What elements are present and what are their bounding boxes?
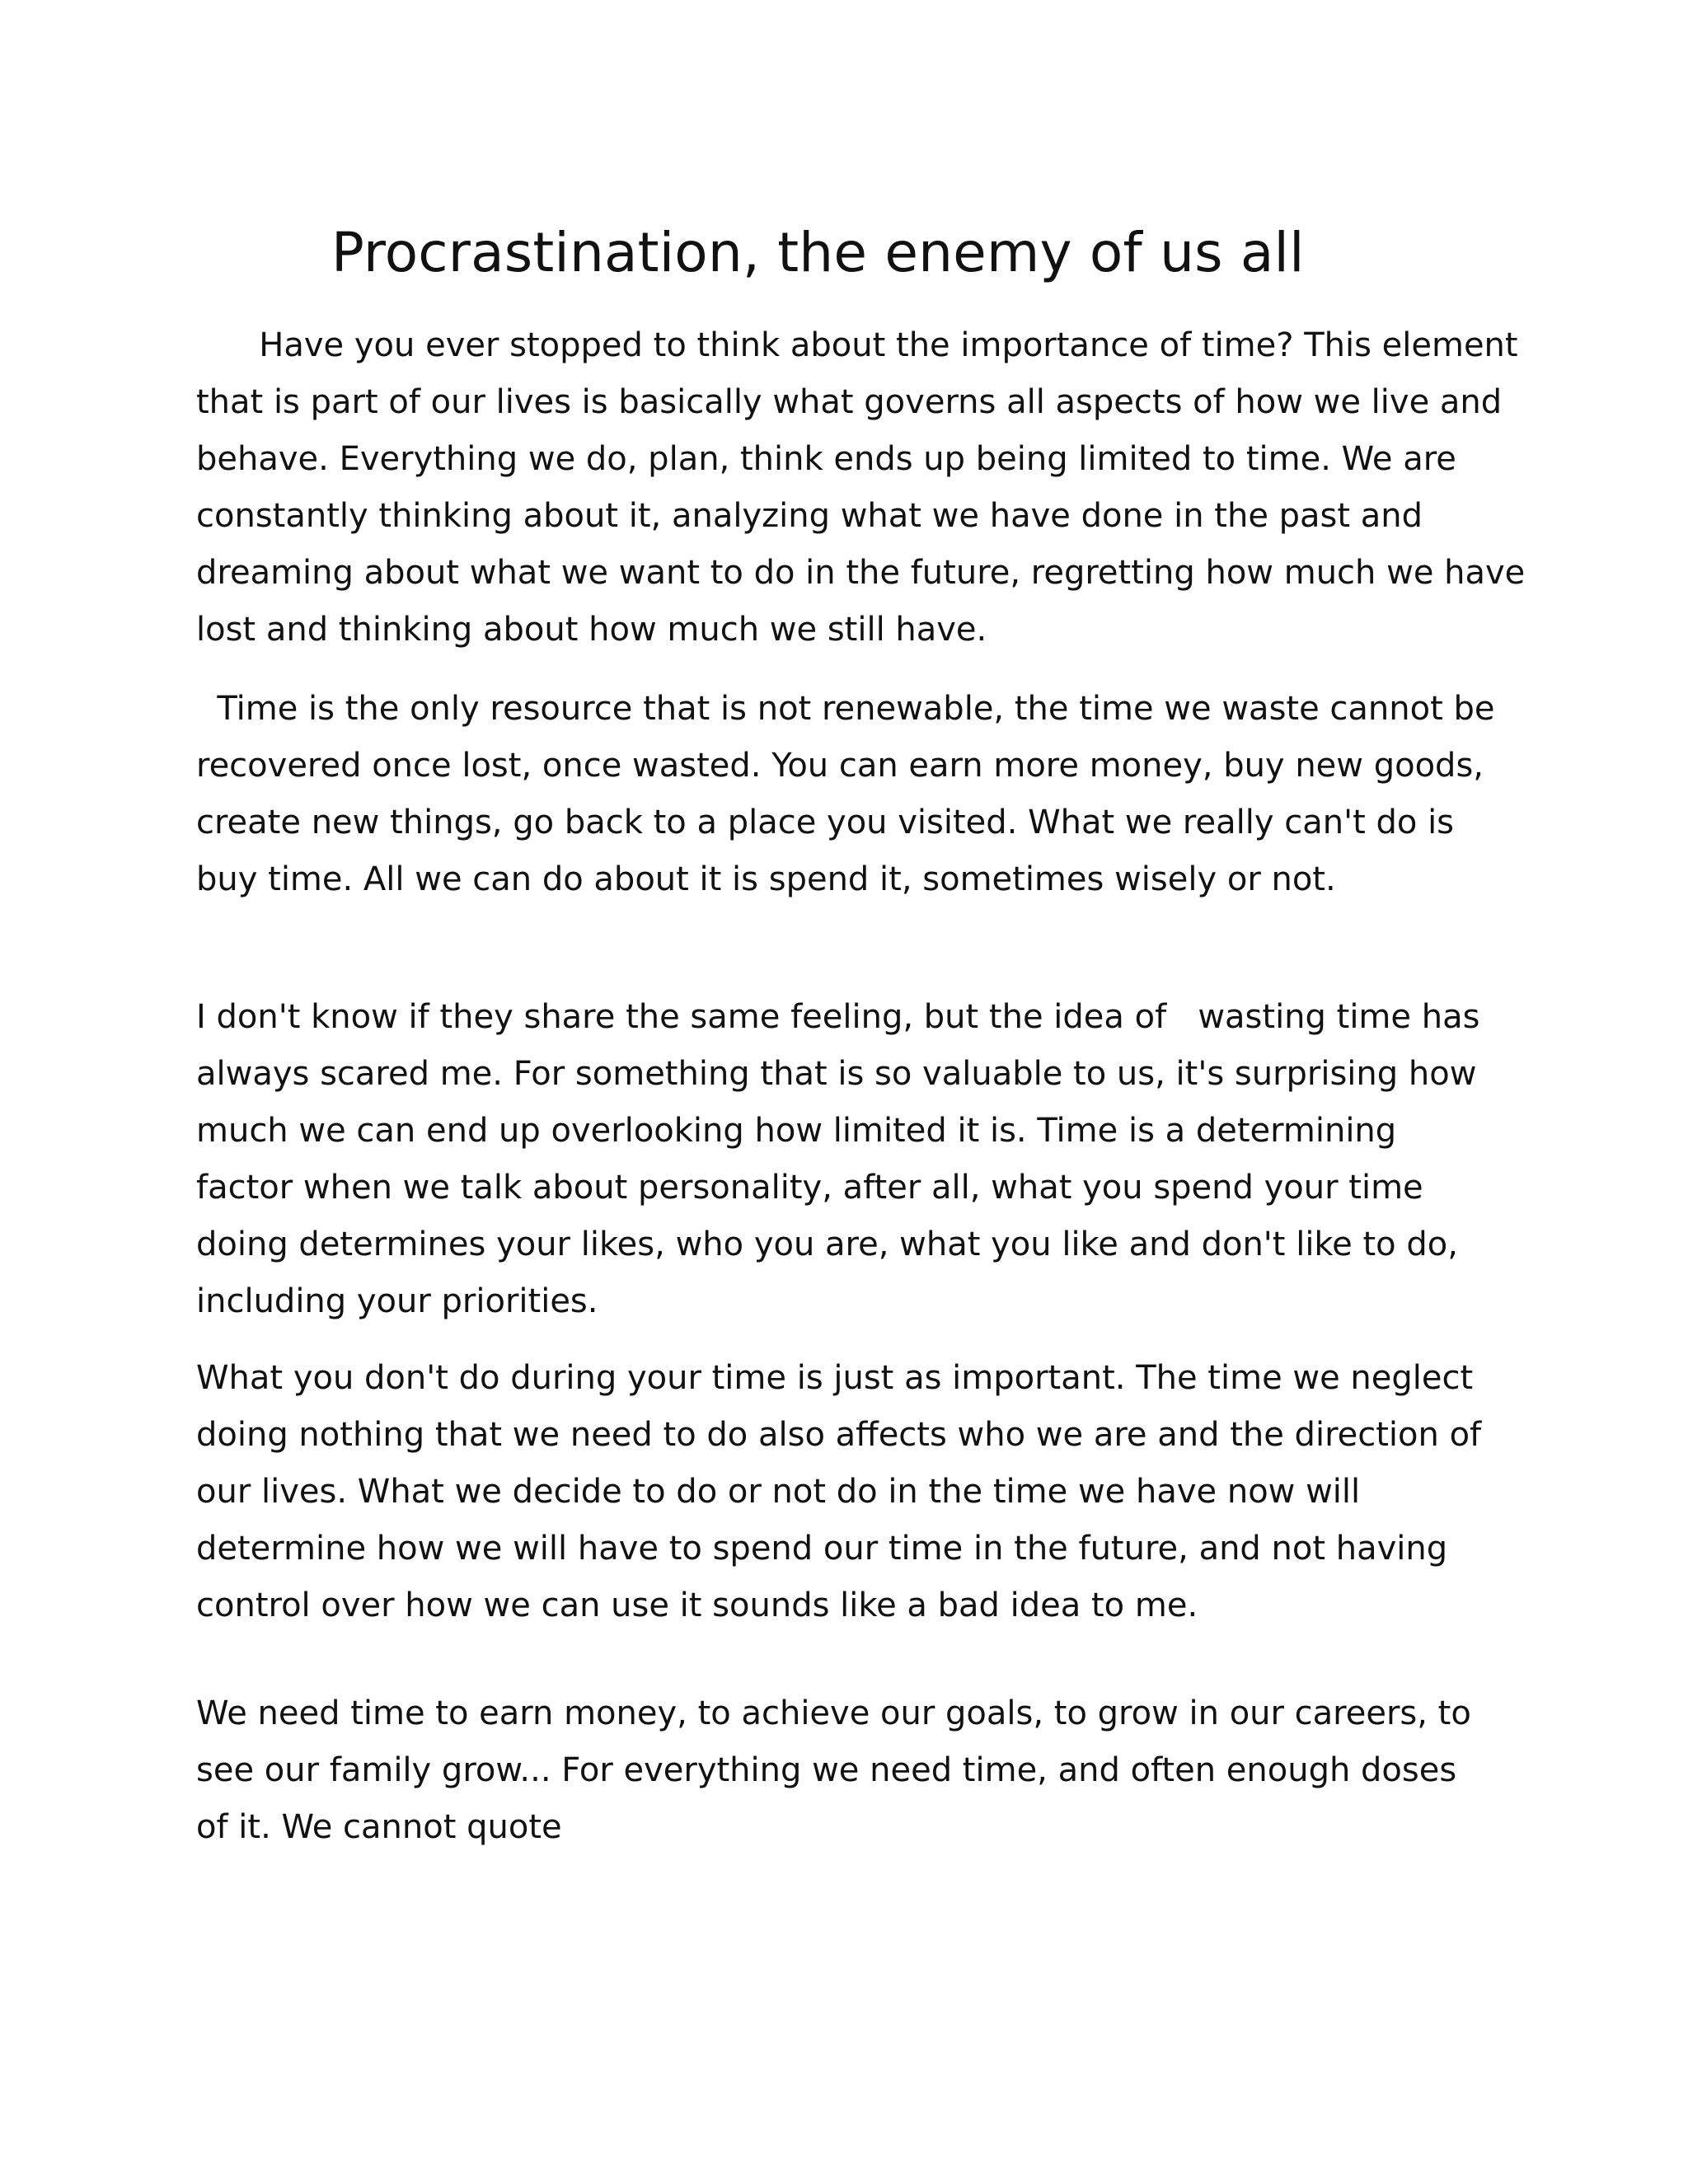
paragraph-line: dreaming about what we want to do in the future, regretting how much we have (196, 554, 1526, 592)
paragraph-line: We need time to earn money, to achieve our goals, to grow in our careers, to (196, 1694, 1471, 1732)
paragraph-line: including your priorities. (196, 1282, 598, 1320)
paragraph-3 (196, 989, 1479, 1330)
paragraph-line: I don't know if they share the same feeling, but the idea of wasting time has (196, 998, 1480, 1036)
paragraph-2 (196, 681, 1495, 908)
paragraph-line: always scared me. For something that is so valuable to us, it's surprising how (196, 1055, 1477, 1093)
paragraph-1 (196, 317, 1525, 658)
page-title: Procrastination, the enemy of us all (331, 221, 1305, 284)
paragraph-line: Time is the only resource that is not renewable, the time we waste cannot be (196, 690, 1495, 728)
paragraph-line: much we can end up overlooking how limited it is. Time is a determining (196, 1112, 1397, 1150)
paragraph-line: lost and thinking about how much we still have. (196, 611, 987, 649)
paragraph-line: see our family grow... For everything we need time, and often enough doses (196, 1751, 1457, 1789)
paragraph-line: What you don't do during your time is just as important. The time we neglect (196, 1359, 1474, 1397)
paragraph-line: create new things, go back to a place you visited. What we really can't do is (196, 804, 1455, 841)
paragraph-line: of it. We cannot quote (196, 1808, 562, 1846)
paragraph-line: doing determines your likes, who you are, what you like and don't like to do, (196, 1226, 1458, 1263)
paragraph-line: recovered once lost, once wasted. You can earn more money, buy new goods, (196, 747, 1484, 785)
paragraph-line: factor when we talk about personality, after all, what you spend your time (196, 1169, 1423, 1207)
paragraph-line: Have you ever stopped to think about the importance of time? This element (196, 326, 1518, 364)
paragraph-line: buy time. All we can do about it is spend it, sometimes wisely or not. (196, 860, 1336, 898)
paragraph-line: constantly thinking about it, analyzing what we have done in the past and (196, 497, 1423, 535)
paragraph-line: determine how we will have to spend our time in the future, and not having (196, 1530, 1448, 1568)
paragraph-line: doing nothing that we need to do also affects who we are and the direction of (196, 1416, 1482, 1454)
paragraph-5 (196, 1685, 1471, 1856)
paragraph-line: control over how we can use it sounds like a bad idea to me. (196, 1586, 1198, 1624)
paragraph-line: that is part of our lives is basically what governs all aspects of how we live and (196, 383, 1503, 421)
paragraph-line: behave. Everything we do, plan, think ends up being limited to time. We are (196, 440, 1456, 478)
paragraph-4 (196, 1350, 1481, 1634)
paragraph-line: our lives. What we decide to do or not do in the time we have now will (196, 1473, 1361, 1511)
